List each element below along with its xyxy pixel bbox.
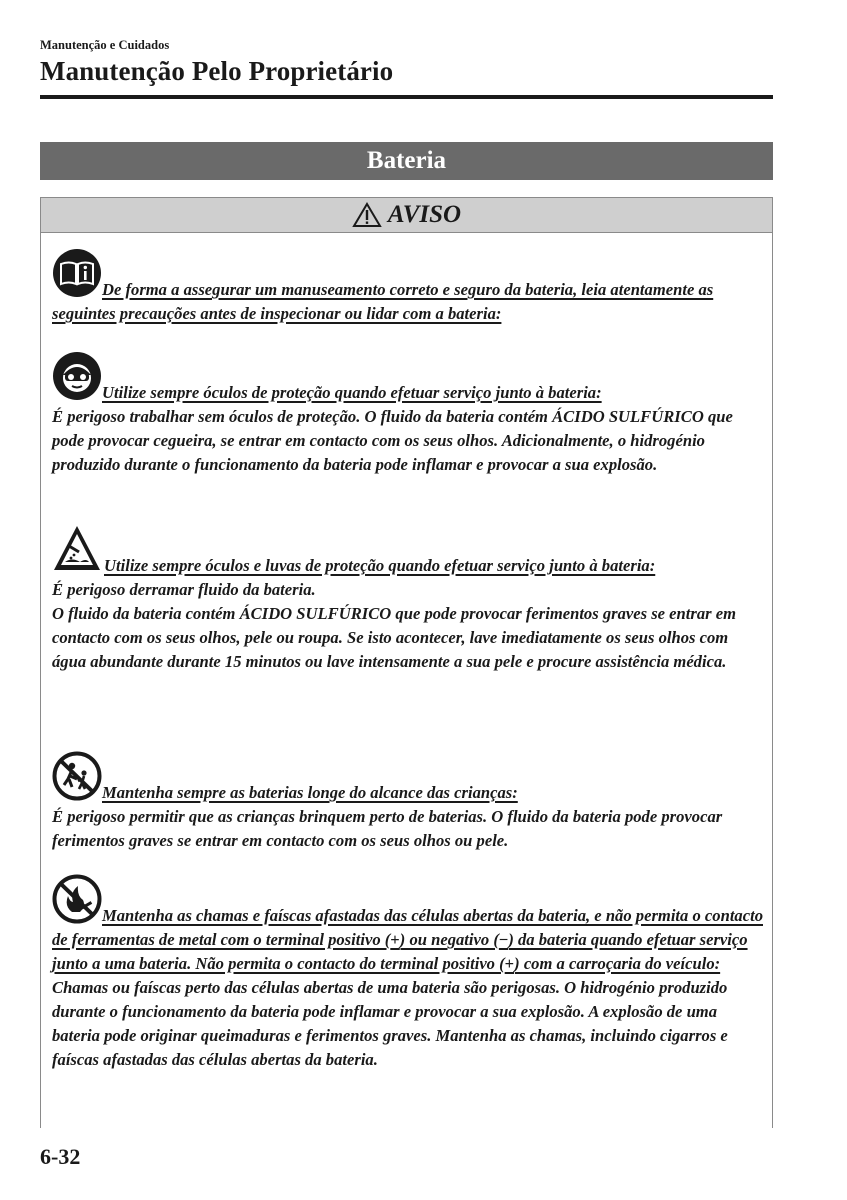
no-flames-icon xyxy=(52,874,102,924)
warning-triangle-icon xyxy=(352,202,382,228)
warning-body: É perigoso trabalhar sem óculos de proteção. O fluido da bateria contém ÁCIDO SULFÚRICO que pode provocar cegueira, se entrar em contacto com os seus olhos. Adicionalmente, o hidrogénio produzido durante o funcionamento da bateria pode inflamar e provocar a sua explosão. xyxy=(52,407,733,474)
warning-lead: Utilize sempre óculos de proteção quando efetuar serviço junto à bateria: xyxy=(102,383,602,402)
warning-item xyxy=(52,248,764,326)
keep-away-children-icon xyxy=(52,751,102,801)
warning-header xyxy=(41,198,772,233)
lead-text: ) ou negativo ( xyxy=(399,930,499,949)
positive-terminal-symbol: + xyxy=(390,930,400,949)
warning-body: É perigoso derramar fluido da bateria. O fluido da bateria contém ÁCIDO SULFÚRICO que pode provocar ferimentos graves se entrar em contacto com os seus olhos, pele ou roupa. Se isto acontecer, lave imediatamente os seus olhos com água abundante durante 15 minutos ou lave intensamente a sua pele e procure assistência médica. xyxy=(52,580,737,671)
lead-text: Mantenha as chamas e faíscas afastadas das células abertas da bateria, e não permita o contacto de ferramentas de metal com o terminal positivo ( xyxy=(52,906,763,949)
safety-goggles-icon xyxy=(52,351,102,401)
warning-item xyxy=(52,351,764,477)
page-title: Manutenção Pelo Proprietário xyxy=(40,56,394,86)
read-manual-icon xyxy=(52,248,102,298)
warning-lead: Mantenha sempre as baterias longe do alcance das crianças: xyxy=(102,783,518,802)
section-title-bar: Bateria xyxy=(40,142,773,180)
warning-title: AVISO xyxy=(387,201,462,228)
warning-lead: Utilize sempre óculos e luvas de proteção quando efetuar serviço junto à bateria: xyxy=(104,556,656,575)
warning-box xyxy=(40,197,773,1128)
running-head: Manutenção e Cuidados xyxy=(40,38,170,52)
warning-item xyxy=(52,751,764,853)
positive-terminal-symbol: + xyxy=(504,954,515,973)
corrosive-acid-icon xyxy=(52,524,102,572)
warning-body: Chamas ou faíscas perto das células abertas de uma bateria são perigosas. O hidrogénio produzido durante o funcionamento da bateria pode inflamar e provocar a sua explosão. A explosão de uma bateria pode originar queimaduras e ferimentos graves. Mantenha as chamas, incluindo cigarros e faíscas afastadas das células abertas da bateria. xyxy=(52,978,728,1069)
lead-text: ) da bateria quando efetuar serviço junto a uma bateria. Não permita o contacto do terminal positivo ( xyxy=(52,930,748,973)
warning-item xyxy=(52,524,764,674)
title-rule xyxy=(40,95,773,99)
warning-item xyxy=(52,874,764,1072)
warning-lead: De forma a assegurar um manuseamento correto e seguro da bateria, leia atentamente as seguintes precauções antes de inspecionar ou lidar com a bateria: xyxy=(52,280,714,323)
negative-terminal-symbol: − xyxy=(498,930,509,949)
lead-text: ) com a carroçaria do veículo: xyxy=(514,954,721,973)
page-number: 6-32 xyxy=(40,1144,81,1169)
warning-body: É perigoso permitir que as crianças brinquem perto de baterias. O fluido da bateria pode provocar ferimentos graves se entrar em contacto com os seus olhos ou pele. xyxy=(52,807,723,850)
warning-lead xyxy=(52,906,763,973)
